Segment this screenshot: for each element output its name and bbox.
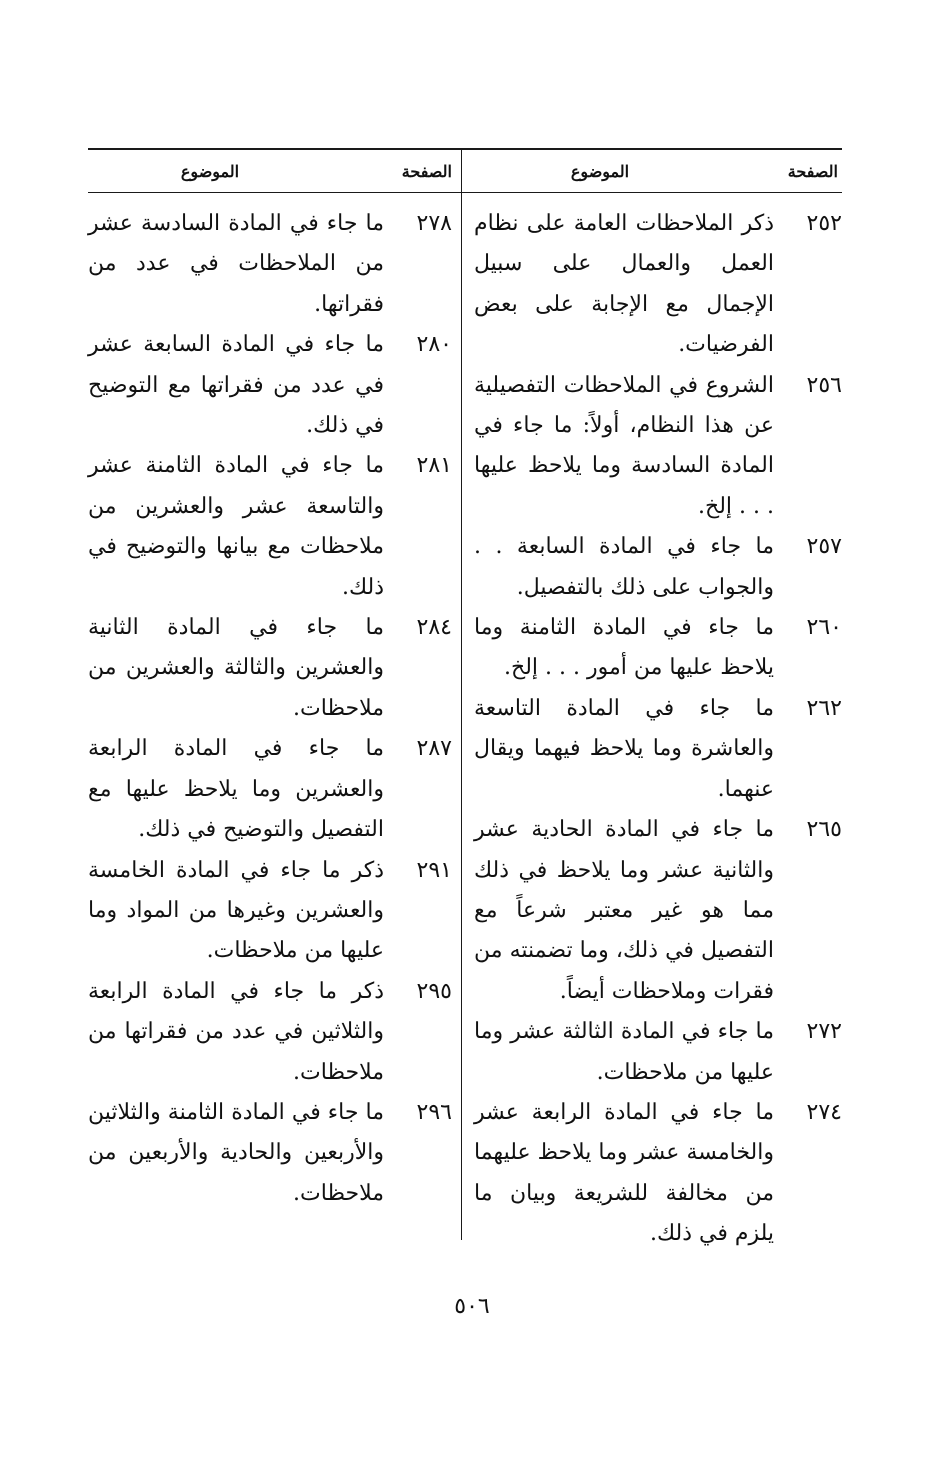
header-topic-label-left: الموضوع bbox=[180, 162, 240, 181]
index-entry bbox=[88, 608, 452, 729]
header-page-label-left: الصفحة bbox=[401, 162, 452, 181]
index-entry bbox=[470, 527, 842, 608]
entry-topic: ما جاء في المادة السابعة . . والجواب على ذلك بالتفصيل. bbox=[474, 534, 774, 600]
entry-page-number: ٢٩١ bbox=[416, 857, 452, 883]
entry-topic: ما جاء في المادة الثامنة والثلاثين والأربعين والحادية والأربعين من ملاحظات. bbox=[88, 1099, 384, 1206]
entry-page-number: ٢٩٦ bbox=[416, 1099, 452, 1125]
entry-page-number: ٢٦٢ bbox=[806, 695, 842, 721]
entry-page-number: ٢٥٧ bbox=[806, 534, 842, 560]
entry-page-number: ٢٨٤ bbox=[416, 615, 452, 641]
entry-topic: ذكر ما جاء في المادة الرابعة والثلاثين في عدد من فقراتها من ملاحظات. bbox=[88, 978, 384, 1085]
entry-page-number: ٢٨٠ bbox=[416, 332, 452, 358]
entry-page-number: ٢٧٢ bbox=[806, 1019, 842, 1045]
index-entry bbox=[470, 810, 842, 1012]
entry-page-number: ٢٦٠ bbox=[806, 615, 842, 641]
table-header-rule bbox=[88, 192, 842, 193]
entry-topic: ما جاء في المادة السادسة عشر من الملاحظات في عدد من فقراتها. bbox=[88, 211, 384, 317]
index-entry bbox=[88, 446, 452, 608]
table-top-rule bbox=[88, 148, 842, 150]
header-page-label-right: الصفحة bbox=[787, 162, 838, 181]
index-entry bbox=[470, 204, 842, 366]
entry-topic: ما جاء في المادة التاسعة والعاشرة وما يلاحظ فيهما ويقال عنهما. bbox=[474, 695, 774, 802]
entry-page-number: ٢٥٦ bbox=[806, 372, 842, 398]
entry-topic: ذكر ما جاء في المادة الخامسة والعشرين وغيرها من المواد وما عليها من ملاحظات. bbox=[88, 857, 384, 964]
page-number: ٥٠٦ bbox=[454, 1294, 490, 1319]
index-entry bbox=[88, 204, 452, 325]
entry-topic: ما جاء في المادة الثامنة وما يلاحظ عليها من أمور . . . إلخ. bbox=[474, 615, 774, 681]
entry-page-number: ٢٨١ bbox=[416, 453, 452, 479]
index-column-left bbox=[88, 204, 452, 1214]
entry-topic: ما جاء في المادة الرابعة والعشرين وما يلاحظ عليها مع التفصيل والتوضيح في ذلك. bbox=[88, 736, 384, 843]
entry-page-number: ٢٧٤ bbox=[806, 1099, 842, 1125]
index-column-right bbox=[470, 204, 842, 1255]
header-topic-label-right: الموضوع bbox=[570, 162, 630, 181]
entry-topic: ما جاء في المادة الثانية والعشرين والثالثة والعشرين من ملاحظات. bbox=[88, 615, 384, 721]
index-entry bbox=[88, 325, 452, 446]
entry-page-number: ٢٥٢ bbox=[806, 211, 842, 236]
entry-topic: ذكر الملاحظات العامة على نظام العمل والعمال على سبيل الإجمال مع الإجابة على بعض الفرضيات. bbox=[474, 211, 774, 358]
entry-page-number: ٢٧٨ bbox=[416, 211, 452, 236]
entry-page-number: ٢٨٧ bbox=[416, 736, 452, 762]
entry-topic: ما جاء في المادة الثامنة عشر والتاسعة عشر والعشرين من ملاحظات مع بيانها والتوضيح في ذلك. bbox=[88, 453, 384, 600]
entry-topic: ما جاء في المادة الثالثة عشر وما عليها من ملاحظات. bbox=[474, 1019, 774, 1085]
entry-page-number: ٢٩٥ bbox=[416, 978, 452, 1004]
entry-topic: ما جاء في المادة السابعة عشر في عدد من فقراتها مع التوضيح في ذلك. bbox=[88, 332, 384, 439]
index-entry bbox=[88, 1093, 452, 1214]
index-entry bbox=[88, 851, 452, 972]
index-entry bbox=[470, 1093, 842, 1255]
entry-topic: ما جاء في المادة الرابعة عشر والخامسة عشر وما يلاحظ عليهما من مخالفة للشريعة وبيان ما يلزم في ذلك. bbox=[474, 1099, 774, 1247]
index-entry bbox=[88, 729, 452, 850]
entry-topic: ما جاء في المادة الحادية عشر والثانية عشر وما يلاحظ في ذلك مما هو غير معتبر شرعاً مع التفصيل في ذلك، وما تضمنته من فقرات وملاحظات أيضاً. bbox=[474, 817, 774, 1004]
index-entry bbox=[470, 608, 842, 689]
index-entry bbox=[470, 366, 842, 528]
column-divider bbox=[461, 150, 462, 1240]
entry-page-number: ٢٦٥ bbox=[806, 817, 842, 843]
index-entry bbox=[470, 689, 842, 810]
index-entry bbox=[470, 1012, 842, 1093]
index-entry bbox=[88, 972, 452, 1093]
entry-topic: الشروع في الملاحظات التفصيلية عن هذا النظام، أولاً: ما جاء في المادة السادسة وما يلاحظ عليها . . . إلخ. bbox=[474, 372, 774, 519]
